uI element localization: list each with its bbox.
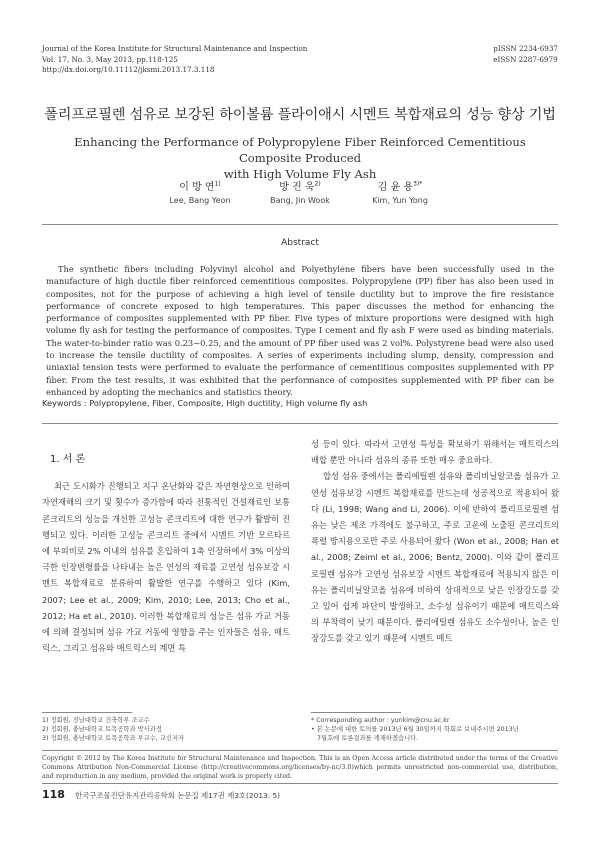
author-1-en: Lee, Bang Yeon: [169, 196, 231, 205]
author-2-sup: 2): [314, 180, 321, 188]
copyright-top-rule: [42, 750, 558, 751]
footnotes-left: [42, 716, 290, 743]
discussion-note-2: 7월호에 토론결과를 게재하겠습니다.: [317, 735, 419, 742]
page-number: 118: [42, 788, 65, 801]
title-english: [50, 134, 550, 182]
page-footer: [42, 788, 558, 801]
footnote-3: 3) 정회원, 충남대학교 토목공학과 부교수, 교신저자: [42, 735, 185, 742]
doi-link[interactable]: http://dx.doi.org/10.11112/jksmi.2013.17.3.118: [42, 65, 215, 74]
right-column-paragraph-2: 합성 섬유 중에서는 폴리에틸렌 섬유와 폴리비닐알코올 섬유가 고연성 섬유보강 시멘트 복합재료를 만드는데 성공적으로 적용되어 왔다 (Li, 1998; Wang and Li, 2006). 이에 반하여 폴리프로필렌 섬유는 낮은 제조 가격에도 불구하고, 주로 고온에 노출된 콘크리트의 폭렬 방지용으로만 주로 사용되어 왔다 (Won et al., 2008; Han et al., 2008; Zeiml et al., 2006; Bentz, 2000). 이와 같이 폴리프로필렌 섬유가 고연성 섬유보강 시멘트 복합재료에 적용되지 않은 이유는 폴리비닐알코올 섬유에 비하여 상대적으로 낮은 인장강도를 갖고 있어 쉽게 파단이 발생하고, 소수성 섬유이기 때문에 매트릭스와의 부착력이 낮기 때문이다. 폴리에틸렌 섬유도 소수성이나, 높은 인장강도를 갖고 있기 때문에 시멘트 매트: [311, 471, 559, 644]
corresponding-author[interactable]: * Corresponding author : yunkim@cnu.ac.kr: [311, 717, 450, 724]
footnotes-right: [311, 716, 559, 743]
left-column-paragraph: 최근 도시화가 진행되고 지구 온난화와 같은 자연현상으로 인하여 자연재해의 크기 및 횟수가 증가함에 따라 전통적인 건설재료인 보통 콘크리트의 성능을 개선한 고성능 콘크리트에 대한 연구가 활발히 진행되고 있다. 이러한 고성능 콘크리트 중에서 시멘트 기반 모르타르에 부피비로 2% 이내의 섬유를 혼입하여 1축 인장하에서 3% 이상의 극한 인장변형률을 나타내는 높은 연성의 재료를 고연성 섬유보강 시멘트 복합재료로 분류하여 활발한 연구를 수행하고 있다 (Kim, 2007; Lee et al., 2009; Kim, 2010; Lee, 2013; Cho et al., 2012; Ha et al., 2010). 이러한 복합재료의 성능은 섬유 가교 거동에 의해 결정되며 섬유 가교 거동에 영향을 주는 인자들은 섬유, 매트릭스, 그리고 섬유와 매트릭스의 계면 특: [42, 481, 290, 654]
abstract-top-rule: [42, 224, 558, 225]
footnote-rule-right: [311, 712, 401, 713]
author-1-ko: 이 방 연: [179, 182, 215, 193]
right-column: [311, 436, 559, 647]
author-2-ko: 방 진 욱: [279, 182, 315, 193]
copyright-bottom-rule: [42, 783, 558, 784]
title-korean: 폴리프로필렌 섬유로 보강된 하이볼륨 플라이애시 시멘트 복합재료의 성능 향상 기법: [44, 107, 556, 123]
footnote-rule-left: [42, 712, 132, 713]
abstract-text: The synthetic fibers including Polyvinyl alcohol and Polyethylene fibers have been successfully used in the manufacture of high ductile fiber reinforced cementitious composites. Polypropylene (PP) fiber has also been used in composites, not for the purpose of achieving a high level of tensile ductility but to improve the fire resistance performance of concrete exposed to high temperatures. This paper discusses the method for enhancing the performance of composites supplemented with PP fiber. Five types of mixture proportions were designed with high volume fly ash for testing the performance of composites. Type I cement and fly ash F were used as binding materials. The water-to-binder ratio was 0.23~0.25, and the amount of PP fiber used was 2 vol%. Polystyrene bead were also used to increase the tensile ductility of composites. A series of experiments including slump, density, compression and uniaxial tension tests were performed to evaluate the performance of cementitious composites supplemented with PP fiber. From the test results, it was exhibited that the performance of composites supplemented with PP fiber can be enhanced by adopting the mechanics and statistics theory.: [46, 264, 554, 397]
author-1-sup: 1): [214, 180, 221, 188]
title-english-line1: Enhancing the Performance of Polypropylene Fiber Reinforced Cementitious Composite Produced: [74, 135, 526, 165]
footnote-2: 2) 정회원, 충남대학교 토목공학과 박사과정: [42, 726, 162, 733]
authors: [150, 178, 450, 205]
author-3-sup: 3)*: [413, 180, 423, 188]
author-3-ko: 김 윤 용: [377, 182, 414, 193]
footnote-1: 1) 정회원, 전남대학교 건축학부 조교수: [42, 717, 150, 724]
abstract-heading: Abstract: [281, 238, 319, 248]
pissn: pISSN 2234-6937: [493, 44, 558, 53]
author-2-en: Bang, Jin Wook: [270, 196, 330, 205]
journal-header: [42, 44, 307, 76]
right-column-paragraph-1: 성 등이 있다. 따라서 고연성 특성을 확보하기 위해서는 매트릭스의 배합 뿐만 아니라 섬유의 종류 또한 매우 중요하다.: [311, 439, 559, 466]
author-3: [350, 178, 450, 205]
discussion-note-1: • 본 논문에 대한 토의를 2013년 6월 30일까지 학회로 보내주시면 2013년: [311, 726, 519, 733]
issn-block: [493, 44, 558, 65]
author-3-en: Kim, Yun Yong: [372, 196, 428, 205]
journal-volume: Vol. 17, No. 3, May 2013, pp.118-125: [42, 54, 178, 64]
keywords: Keywords : Polypropylene, Fiber, Composite, High ductility, High volume fly ash: [42, 398, 368, 408]
copyright-notice: Copyright © 2012 by The Korea Institute for Structural Maintenance and Inspection. This is an Open Access article distributed under the terms of the Creative Commons Attribution Non-Commercial License (http://creativecommons.org/licenses/by-nc/3.0)which permits unrestricted non-commercial use, distribution, and reproduction in any medium, provided the original work is properly cited.: [42, 755, 558, 781]
footer-journal: 한국구조물진단유지관리공학회 논문집 제17권 제3호(2013. 5): [74, 791, 281, 800]
keywords-bottom-rule: [42, 423, 558, 424]
journal-name: Journal of the Korea Institute for Structural Maintenance and Inspection: [42, 44, 308, 53]
title-english-line2: with High Volume Fly Ash: [223, 167, 377, 181]
eissn: eISSN 2287-6979: [493, 54, 558, 64]
section-heading-intro: 1. 서 론: [50, 454, 86, 465]
author-2: [250, 178, 350, 205]
author-1: [150, 178, 250, 205]
left-column: [42, 440, 290, 656]
